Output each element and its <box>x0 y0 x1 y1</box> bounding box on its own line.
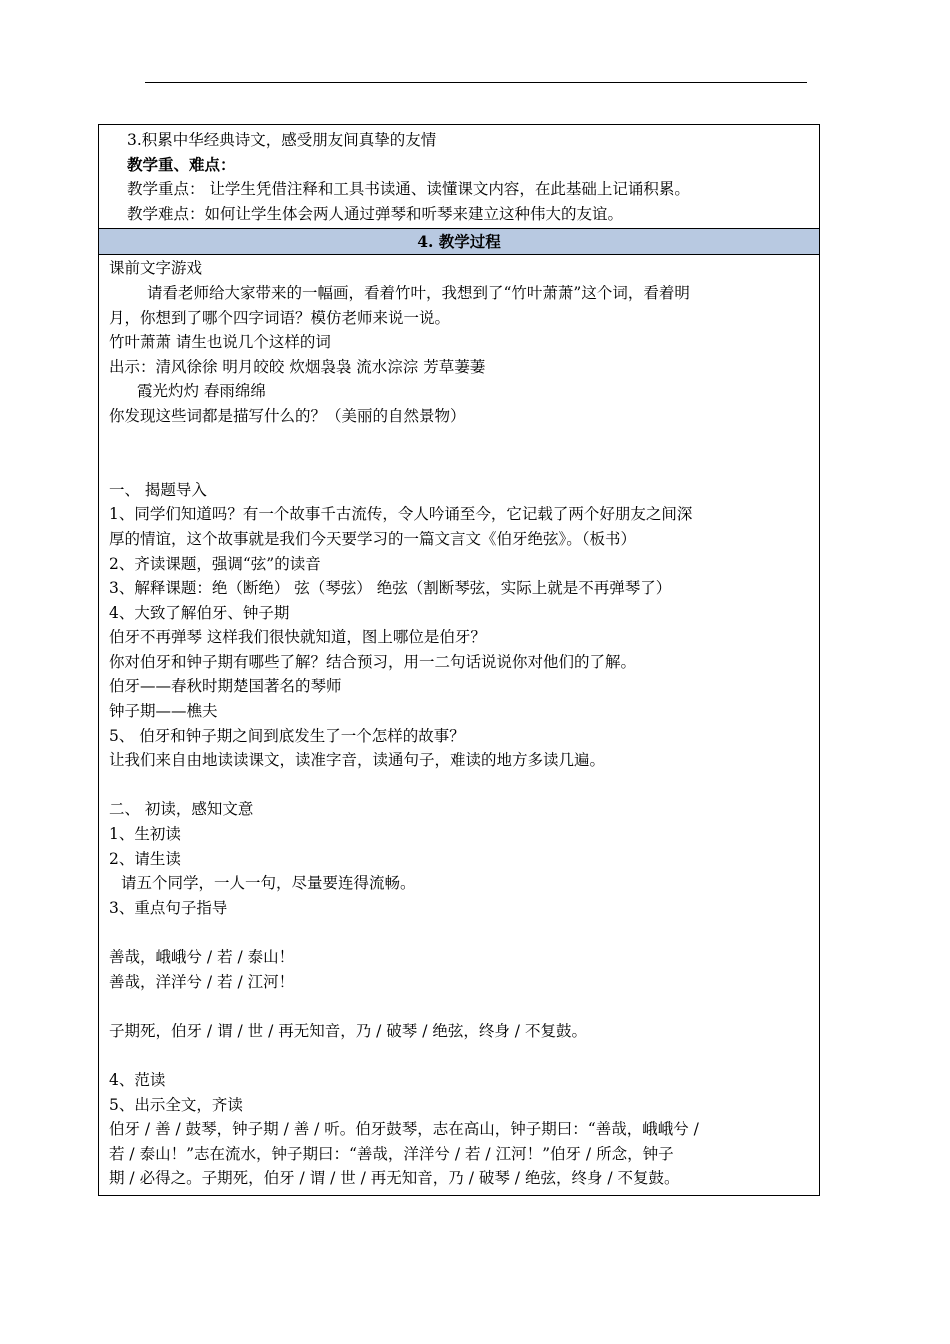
goal-3: 3.积累中华经典诗文，感受朋友间真挚的友情 <box>127 131 437 149</box>
spacer <box>109 994 811 1019</box>
part2-line-1: 1、生初读 <box>109 825 181 844</box>
part1-line-3: 3、解释课题：绝（断绝） 弦（琴弦） 绝弦（割断琴弦，实际上就是不再弹琴了） <box>109 579 672 598</box>
key-sentence-1: 善哉，峨峨兮 / 若 / 泰山！ <box>109 948 295 966</box>
full-text-1: 伯牙 / 善 / 鼓琴，钟子期 / 善 / 听。伯牙鼓琴，志在高山，钟子期曰：“善哉，峨峨兮 / <box>109 1120 699 1139</box>
warmup-title: 课前文字游戏 <box>109 259 203 278</box>
warmup-intro-2: 月，你想到了哪个四字词语？模仿老师来说一说。 <box>109 308 451 327</box>
full-text-2: 若 / 泰山！”志在流水，钟子期曰：“善哉，洋洋兮 / 若 / 江河！”伯牙 / 所念，钟子 <box>109 1144 674 1163</box>
part2-line-2: 2、请生读 <box>109 849 181 868</box>
key-sentence-3: 子期死，伯牙 / 谓 / 世 / 再无知音，乃 / 破琴 / 绝弦，终身 / 不复鼓。 <box>109 1021 587 1040</box>
warmup-example: 竹叶萧萧 请生也说几个这样的词 <box>109 333 331 352</box>
difficult-point: 教学难点：如何让学生体会两人通过弹琴和听琴来建立这种伟大的友谊。 <box>127 204 624 223</box>
spacer <box>109 429 811 454</box>
warmup-intro-1: 请看老师给大家带来的一幅画，看着竹叶，我想到了“竹叶萧萧”这个词，看着明 <box>147 283 690 302</box>
warmup-question: 你发现这些词都是描写什么的？（美丽的自然景物） <box>109 406 466 425</box>
part1-title: 一、 揭题导入 <box>109 480 207 499</box>
lesson-plan-table <box>98 124 820 1196</box>
header-rule <box>145 82 807 83</box>
part2-title: 二、 初读，感知文意 <box>109 800 254 819</box>
spacer <box>109 773 811 798</box>
part1-line-4b: 你对伯牙和钟子期有哪些了解？结合预习，用一二句话说说你对他们的了解。 <box>109 652 637 671</box>
part1-line-4: 4、大致了解伯牙、钟子期 <box>109 603 290 622</box>
part2-line-2a: 请五个同学，一人一句，尽量要连得流畅。 <box>121 874 416 893</box>
warmup-show-2: 霞光灼灼 春雨绵绵 <box>137 382 266 401</box>
process-heading: 4. 教学过程 <box>99 228 819 255</box>
key-point: 教学重点： 让学生凭借注释和工具书读通、读懂课文内容，在此基础上记诵积累。 <box>127 180 690 199</box>
part1-line-4d: 钟子期——樵夫 <box>109 702 218 721</box>
key-sentence-2: 善哉，洋洋兮 / 若 / 江河！ <box>109 972 295 991</box>
full-text-3: 期 / 必得之。子期死，伯牙 / 谓 / 世 / 再无知音，乃 / 破琴 / 绝弦，终身 / 不复鼓。 <box>109 1169 680 1188</box>
part1-line-4c: 伯牙——春秋时期楚国著名的琴师 <box>109 677 342 696</box>
part1-line-1a: 1、同学们知道吗？有一个故事千古流传，令人吟诵至今，它记载了两个好朋友之间深 <box>109 505 693 524</box>
warmup-show-1: 出示：清风徐徐 明月皎皎 炊烟袅袅 流水淙淙 芳草萋萋 <box>109 357 486 376</box>
part1-line-2: 2、齐读课题，强调“弦”的读音 <box>109 554 321 573</box>
key-difficult-heading: 教学重、难点： <box>127 154 236 174</box>
objectives-cell <box>99 125 819 228</box>
part1-line-1b: 厚的情谊，这个故事就是我们今天要学习的一篇文言文《伯牙绝弦》。（板书） <box>109 529 637 548</box>
part1-line-4a: 伯牙不再弹琴 这样我们很快就知道，图上哪位是伯牙？ <box>109 628 486 647</box>
part2-line-5: 5、出示全文，齐读 <box>109 1095 243 1114</box>
spacer <box>109 1043 811 1068</box>
spacer <box>109 453 811 478</box>
part2-line-3: 3、重点句子指导 <box>109 898 228 917</box>
spacer <box>109 920 811 945</box>
part1-line-5a: 让我们来自由地读读课文，读准字音，读通句子，难读的地方多读几遍。 <box>109 751 606 770</box>
process-cell <box>99 255 819 1195</box>
part2-line-4: 4、范读 <box>109 1070 166 1089</box>
part1-line-5: 5、 伯牙和钟子期之间到底发生了一个怎样的故事？ <box>109 726 465 745</box>
